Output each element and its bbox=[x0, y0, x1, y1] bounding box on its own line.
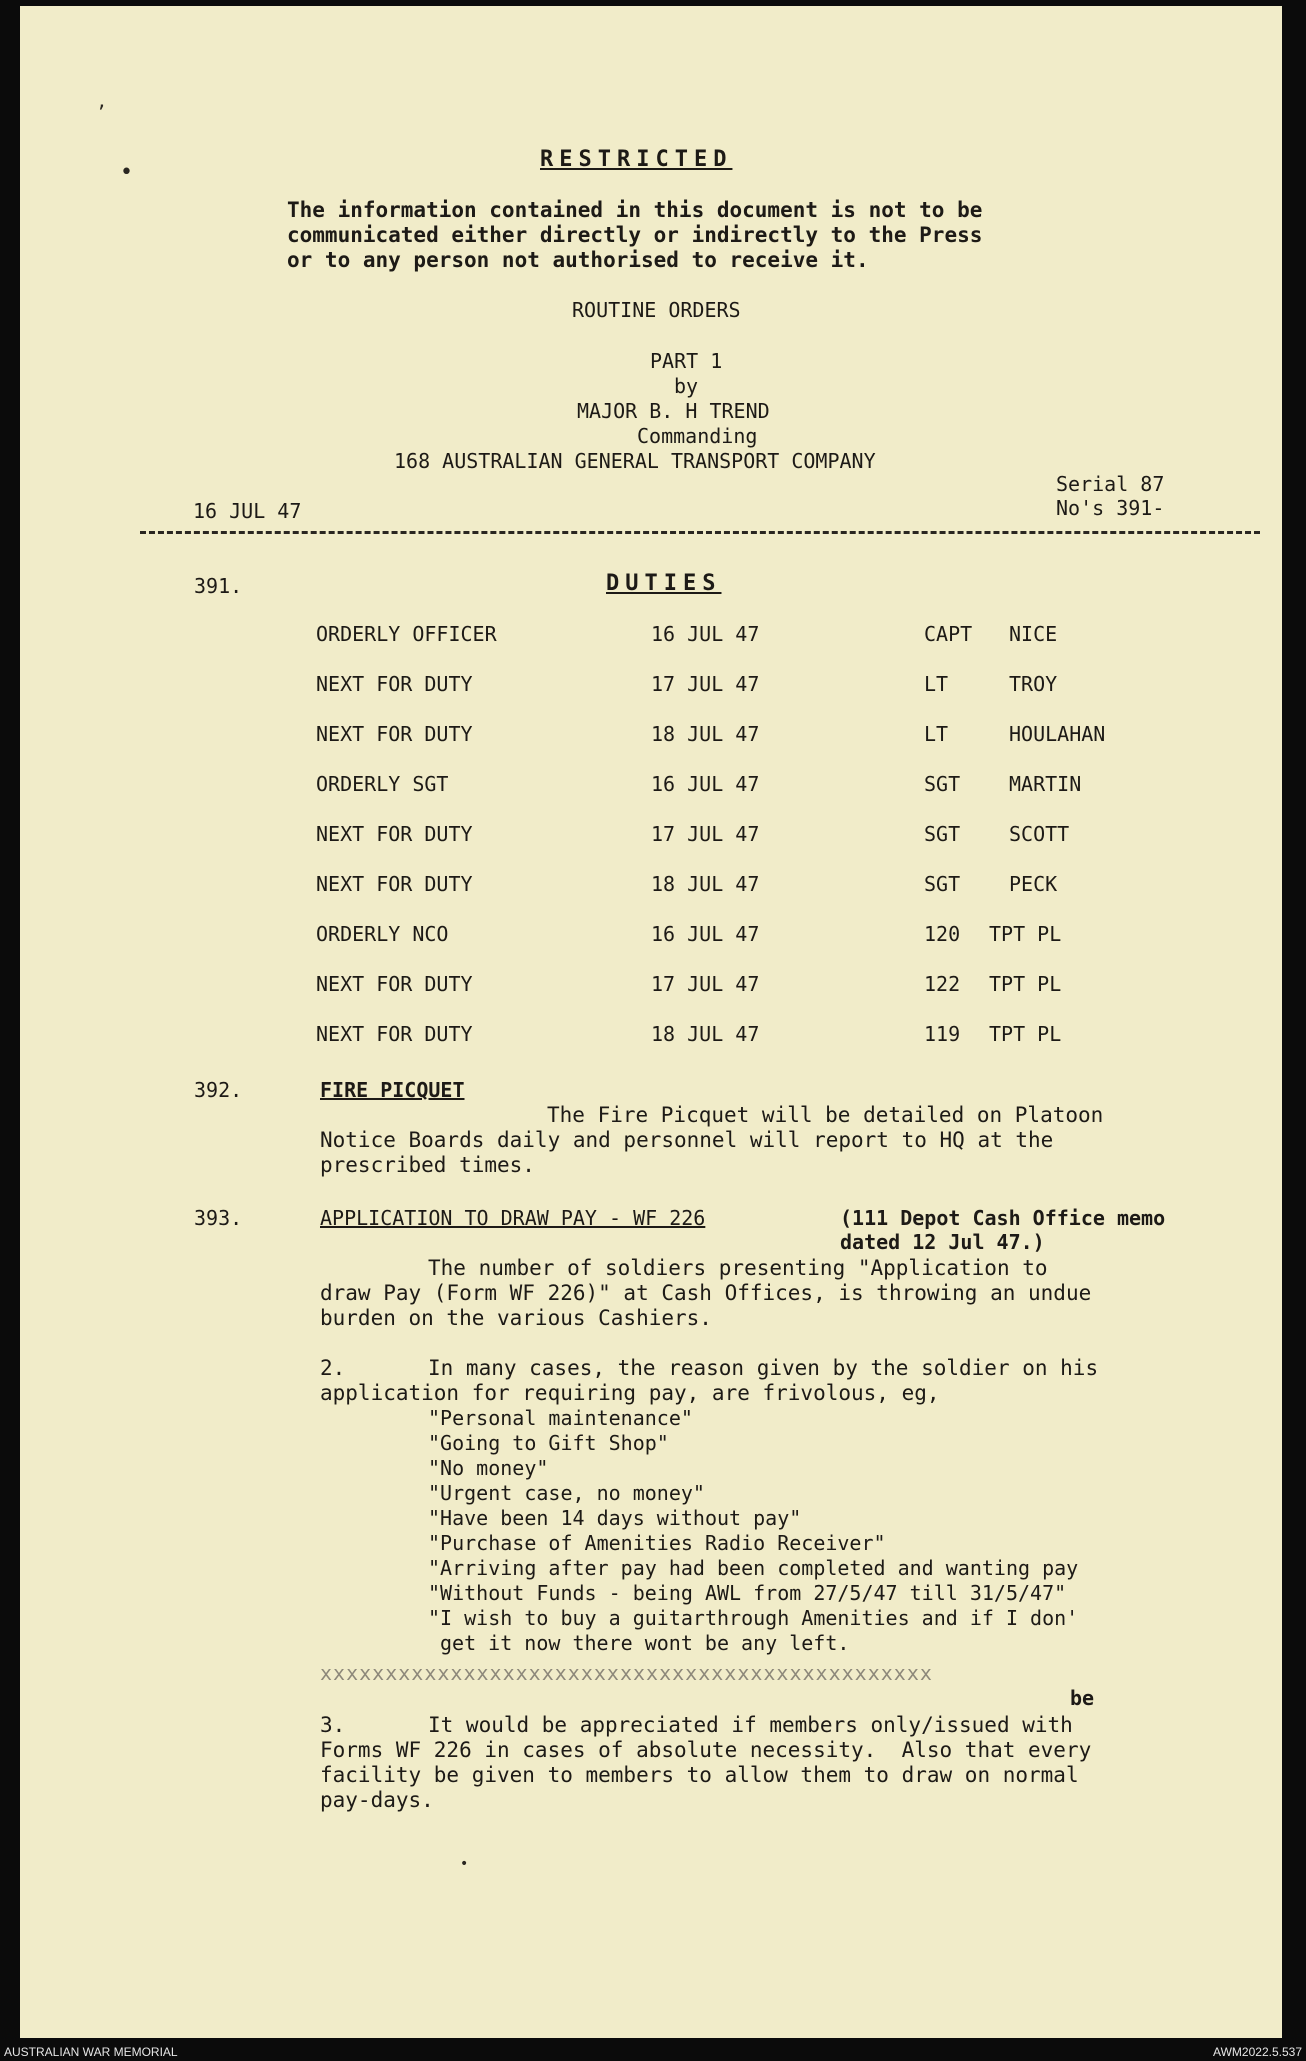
duty-date: 17 JUL 47 bbox=[651, 672, 760, 696]
duty-name: PECK bbox=[1009, 872, 1058, 896]
duty-rank: 120 bbox=[924, 922, 961, 946]
pay-para2-number: 2. bbox=[320, 1356, 346, 1380]
inserted-word: be bbox=[1070, 1686, 1095, 1710]
notice-line-1: The information contained in this document is not to be bbox=[287, 198, 983, 222]
pay-reference-1: (111 Depot Cash Office memo bbox=[840, 1206, 1166, 1230]
by-label: by bbox=[674, 374, 699, 398]
duty-name: TPT PL bbox=[989, 922, 1062, 946]
pen-mark-icon: ’ bbox=[98, 102, 105, 127]
duty-rank: SGT bbox=[924, 822, 961, 846]
list-item: "Without Funds - being AWL from 27/5/47 till 31/5/47" bbox=[428, 1581, 1067, 1605]
order-date: 16 JUL 47 bbox=[193, 499, 302, 523]
duty-role: NEXT FOR DUTY bbox=[316, 672, 473, 696]
fire-picquet-line-3: prescribed times. bbox=[320, 1153, 535, 1177]
duty-role: ORDERLY OFFICER bbox=[316, 622, 497, 646]
notice-line-2: communicated either directly or indirectly to the Press bbox=[287, 223, 983, 247]
duty-date: 16 JUL 47 bbox=[651, 622, 760, 646]
list-item: "Personal maintenance" bbox=[428, 1406, 693, 1430]
ink-smudge-icon: • bbox=[120, 160, 133, 185]
list-item: get it now there wont be any left. bbox=[440, 1631, 850, 1655]
duty-role: NEXT FOR DUTY bbox=[316, 972, 473, 996]
classification-heading: RESTRICTED bbox=[540, 147, 733, 172]
footer-accession-number: AWM2022.5.537 bbox=[1213, 2045, 1302, 2059]
pay-para1-line-1: The number of soldiers presenting "Application to bbox=[428, 1256, 1048, 1280]
list-item: "Going to Gift Shop" bbox=[428, 1431, 669, 1455]
duty-rank: 119 bbox=[924, 1022, 961, 1046]
pay-para1-line-3: burden on the various Cashiers. bbox=[320, 1306, 712, 1330]
duty-name: TROY bbox=[1009, 672, 1058, 696]
pay-heading: APPLICATION TO DRAW PAY - WF 226 bbox=[320, 1206, 706, 1230]
routine-orders-title: ROUTINE ORDERS bbox=[572, 298, 741, 322]
duty-rank: CAPT bbox=[924, 622, 973, 646]
duty-role: ORDERLY SGT bbox=[316, 772, 449, 796]
dashed-divider bbox=[140, 531, 1260, 534]
fire-picquet-line-2: Notice Boards daily and personnel will report to HQ at the bbox=[320, 1128, 1054, 1152]
duty-role: NEXT FOR DUTY bbox=[316, 872, 473, 896]
duty-date: 17 JUL 47 bbox=[651, 822, 760, 846]
duty-rank: LT bbox=[924, 722, 949, 746]
duty-role: NEXT FOR DUTY bbox=[316, 1022, 473, 1046]
list-item: "Urgent case, no money" bbox=[428, 1481, 705, 1505]
list-item: "Arriving after pay had been completed and wanting pay bbox=[428, 1556, 1079, 1580]
struck-out-line: xxxxxxxxxxxxxxxxxxxxxxxxxxxxxxxxxxxxxxxxxxxxxxx bbox=[320, 1661, 933, 1685]
pay-para2-line-2: application for requiring pay, are frivolous, eg, bbox=[320, 1381, 940, 1405]
document-page bbox=[20, 6, 1282, 2038]
duty-date: 18 JUL 47 bbox=[651, 872, 760, 896]
commanding-label: Commanding bbox=[637, 424, 758, 448]
duty-role: NEXT FOR DUTY bbox=[316, 722, 473, 746]
duty-name: NICE bbox=[1009, 622, 1058, 646]
notice-line-3: or to any person not authorised to receive it. bbox=[287, 248, 869, 272]
item-number-393: 393. bbox=[194, 1206, 243, 1230]
footer-credit: AUSTRALIAN WAR MEMORIAL bbox=[4, 2045, 178, 2059]
item-number-391: 391. bbox=[194, 574, 243, 598]
list-item: "No money" bbox=[428, 1456, 549, 1480]
duty-date: 18 JUL 47 bbox=[651, 722, 760, 746]
duty-name: MARTIN bbox=[1009, 772, 1082, 796]
pay-reference-2: dated 12 Jul 47.) bbox=[840, 1230, 1045, 1254]
list-item: "Have been 14 days without pay" bbox=[428, 1506, 802, 1530]
duties-heading: DUTIES bbox=[606, 571, 722, 596]
unit-name: 168 AUSTRALIAN GENERAL TRANSPORT COMPANY bbox=[394, 449, 876, 473]
duty-date: 17 JUL 47 bbox=[651, 972, 760, 996]
duty-name: HOULAHAN bbox=[1009, 722, 1106, 746]
duty-rank: SGT bbox=[924, 872, 961, 896]
pay-para3-line-3: facility be given to members to allow them to draw on normal bbox=[320, 1763, 1079, 1787]
duty-date: 18 JUL 47 bbox=[651, 1022, 760, 1046]
duty-name: TPT PL bbox=[989, 1022, 1062, 1046]
pay-para3-line-1: It would be appreciated if members only/issued with bbox=[428, 1713, 1073, 1737]
serial-number: Serial 87 bbox=[1056, 472, 1165, 496]
part-label: PART 1 bbox=[650, 349, 723, 373]
pay-para3-line-2: Forms WF 226 in cases of absolute necessity. Also that every bbox=[320, 1738, 1092, 1762]
pay-para3-number: 3. bbox=[320, 1713, 346, 1737]
duty-rank: SGT bbox=[924, 772, 961, 796]
order-numbers: No's 391- bbox=[1056, 496, 1165, 520]
duty-role: NEXT FOR DUTY bbox=[316, 822, 473, 846]
commanding-officer: MAJOR B. H TREND bbox=[577, 399, 770, 423]
duty-role: ORDERLY NCO bbox=[316, 922, 449, 946]
fire-picquet-line-1: The Fire Picquet will be detailed on Platoon bbox=[547, 1103, 1104, 1127]
list-item: "I wish to buy a guitarthrough Amenities and if I don' bbox=[428, 1606, 1079, 1630]
duty-rank: LT bbox=[924, 672, 949, 696]
pay-para2-line-1: In many cases, the reason given by the soldier on his bbox=[428, 1356, 1099, 1380]
item-number-392: 392. bbox=[194, 1078, 243, 1102]
duty-date: 16 JUL 47 bbox=[651, 922, 760, 946]
fire-picquet-heading: FIRE PICQUET bbox=[320, 1078, 465, 1102]
duty-date: 16 JUL 47 bbox=[651, 772, 760, 796]
pay-para3-line-4: pay-days. bbox=[320, 1788, 434, 1812]
pay-para1-line-2: draw Pay (Form WF 226)" at Cash Offices, is throwing an undue bbox=[320, 1281, 1092, 1305]
duty-name: SCOTT bbox=[1009, 822, 1070, 846]
duty-rank: 122 bbox=[924, 972, 961, 996]
list-item: "Purchase of Amenities Radio Receiver" bbox=[428, 1531, 886, 1555]
dot-mark-icon: • bbox=[460, 1856, 469, 1872]
duty-name: TPT PL bbox=[989, 972, 1062, 996]
